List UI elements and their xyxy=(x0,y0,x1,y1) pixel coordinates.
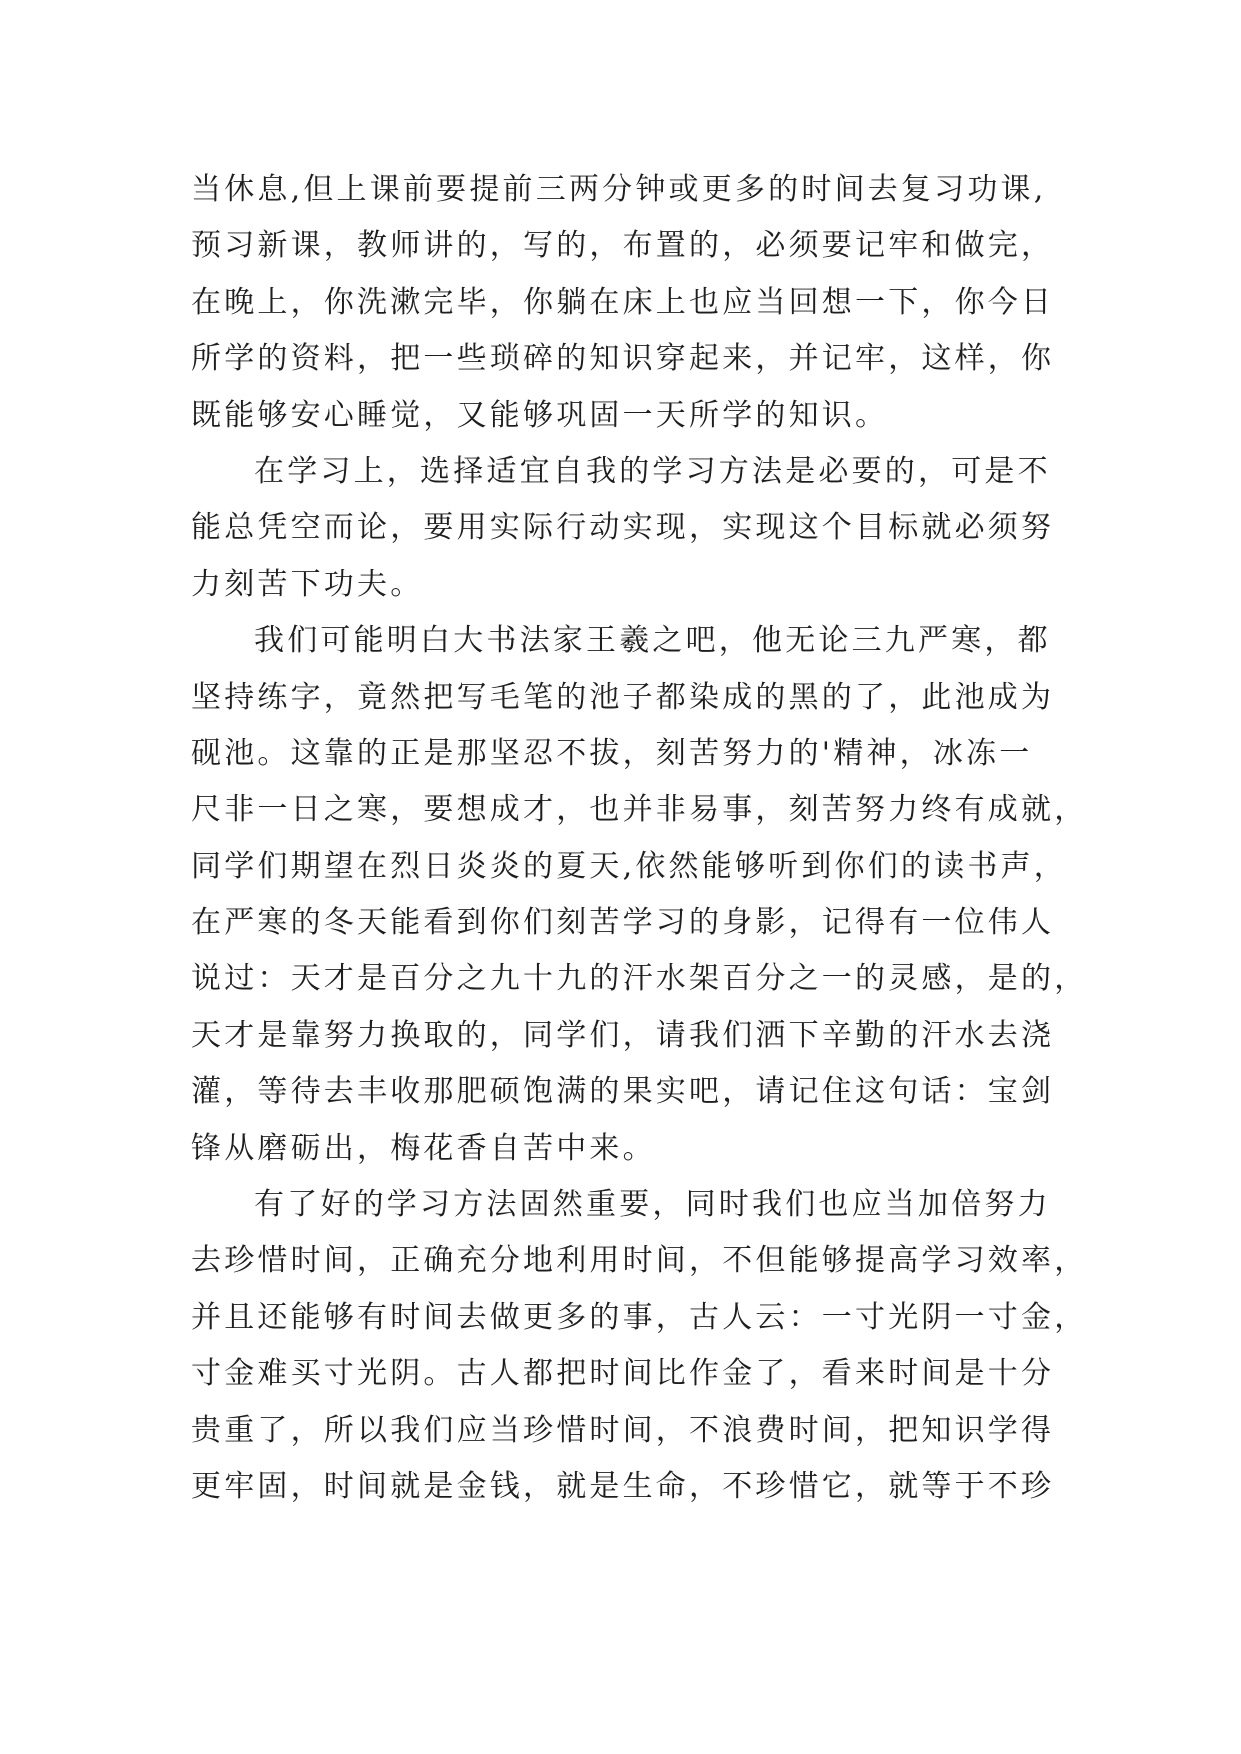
text-line: 能总凭空而论，要用实际行动实现，实现这个目标就必须努 xyxy=(191,510,1055,546)
text-line: 力刻苦下功夫。 xyxy=(191,566,424,602)
text-line: 所学的资料，把一些琐碎的知识穿起来，并记牢，这样，你 xyxy=(191,341,1055,377)
text-line: 并且还能够有时间去做更多的事，古人云：一寸光阴一寸金， xyxy=(191,1299,1088,1335)
text-line: 说过：天才是百分之九十九的汗水架百分之一的灵感，是的， xyxy=(191,961,1088,997)
text-line: 有了好的学习方法固然重要，同时我们也应当加倍努力 xyxy=(254,1187,1051,1223)
text-line: 在学习上，选择适宜自我的学习方法是必要的，可是不 xyxy=(254,453,1051,489)
text-line: 锋从磨砺出，梅花香自苦中来。 xyxy=(191,1130,656,1166)
text-line: 预习新课，教师讲的，写的，布置的，必须要记牢和做完， xyxy=(191,228,1055,264)
text-line: 我们可能明白大书法家王羲之吧，他无论三九严寒，都 xyxy=(254,623,1051,659)
text-line: 去珍惜时间，正确充分地利用时间，不但能够提高学习效率， xyxy=(191,1243,1088,1279)
text-line: 在晚上，你洗漱完毕，你躺在床上也应当回想一下，你今日 xyxy=(191,284,1055,320)
text-line: 同学们期望在烈日炎炎的夏天,依然能够听到你们的读书声， xyxy=(191,848,1067,884)
text-line: 在严寒的冬天能看到你们刻苦学习的身影，记得有一位伟人 xyxy=(191,905,1055,941)
text-line: 天才是靠努力换取的，同学们，请我们洒下辛勤的汗水去浇 xyxy=(191,1017,1055,1053)
text-line: 坚持练字，竟然把写毛笔的池子都染成的黑的了，此池成为 xyxy=(191,679,1055,715)
text-line: 尺非一日之寒，要想成才，也并非易事，刻苦努力终有成就， xyxy=(191,792,1088,828)
document-body xyxy=(191,162,1088,1515)
text-line: 当休息,但上课前要提前三两分钟或更多的时间去复习功课, xyxy=(191,172,1047,207)
text-line: 更牢固，时间就是金钱，就是生命，不珍惜它，就等于不珍 xyxy=(191,1468,1055,1504)
text-line: 贵重了，所以我们应当珍惜时间，不浪费时间，把知识学得 xyxy=(191,1412,1055,1448)
text-line: 砚池。这靠的正是那坚忍不拔，刻苦努力的'精神，冰冻一 xyxy=(191,735,1033,771)
text-line: 寸金难买寸光阴。古人都把时间比作金了，看来时间是十分 xyxy=(191,1356,1055,1392)
text-line: 既能够安心睡觉，又能够巩固一天所学的知识。 xyxy=(191,397,889,433)
text-line: 灌，等待去丰收那肥硕饱满的果实吧，请记住这句话：宝剑 xyxy=(191,1074,1055,1110)
